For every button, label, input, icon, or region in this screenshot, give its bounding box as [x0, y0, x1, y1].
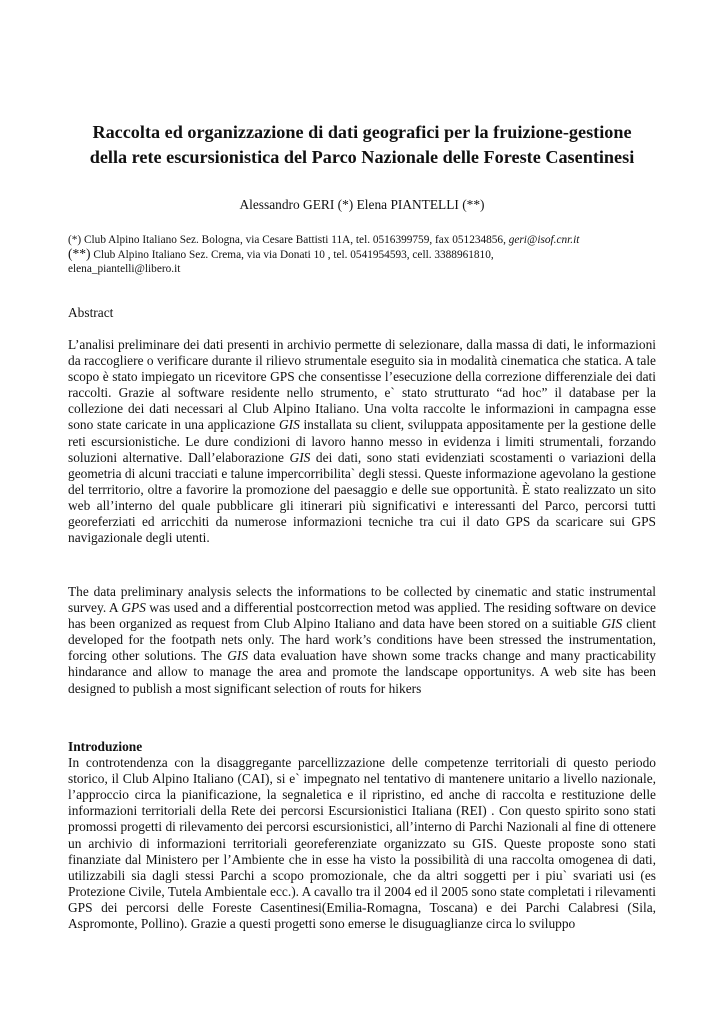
affiliation-2 [68, 247, 656, 262]
title-line-1: Raccolta ed organizzazione di dati geografici per la fruizione-gestione [92, 122, 632, 142]
abstract-english [68, 584, 656, 697]
abstract-en-gis-term: GIS [601, 616, 623, 632]
abstract-heading: Abstract [68, 305, 114, 320]
abstract-en-text-4: data evaluation have shown some tracks change and many practicability hindarance and allow to manage the area and promote the landscape opportunitys. A web site has been designed to publish a most significant selection of routs for hikers [68, 648, 656, 696]
abstract-en-gps-term: GPS [121, 600, 146, 616]
introduction-heading: Introduzione [68, 739, 143, 754]
abstract-it-text-1: L’analisi preliminare dei dati presenti in archivio permette di selezionare, dalla massa di dati, le informazioni da raccogliere o verificare durante il rilievo strumentale eseguito sia in modalità cinematica che statica. A tale scopo è stato impiegato un ricevitore GPS che consentisse l’esecuzione della correzione differenziale dei dati raccolti. Grazie al software residente nello strumento, e` stato strutturato “ad hoc” il database per la collezione dei dati necessari al Club Alpino Italiano. Una volta raccolte le informazioni in campagna esse sono state caricate in una applicazione [68, 337, 656, 433]
abstract-it-gis-term: GIS [289, 449, 311, 465]
affiliation-2-email[interactable]: elena_piantelli@libero.it [68, 263, 181, 275]
author-list: Alessandro GERI (*) Elena PIANTELLI (**) [239, 197, 485, 212]
title-line-2: della rete escursionistica del Parco Nazionale delle Foreste Casentinesi [89, 147, 635, 167]
abstract-en-text-3: client developed for the footpath nets only. The hard work’s conditions have been stressed the instrumentation, forcing other solutions. The [68, 616, 656, 664]
abstract-en-text-1: The data preliminary analysis selects the informations to be collected by cinematic and static instrumental survey. A [68, 584, 656, 616]
abstract-en-text-2: was used and a differential postcorrection metod was applied. The residing software on device has been organized as request from Club Alpino Italiano and data have been stored on a suitiable [68, 600, 656, 632]
affiliation-1-text: (*) Club Alpino Italiano Sez. Bologna, via Cesare Battisti 11A, tel. 0516399759, fax 051234856, [68, 234, 509, 246]
affiliations [68, 233, 656, 276]
affiliation-2-text: Club Alpino Italiano Sez. Crema, via via Donati 10 , tel. 0541954593, cell. 3388961810, [90, 249, 494, 261]
abstract-italian [68, 337, 656, 546]
affiliation-1 [68, 233, 656, 247]
affiliation-1-email[interactable]: geri@isof.cnr.it [508, 234, 580, 246]
abstract-en-gis-term: GIS [227, 648, 249, 664]
paper-title [68, 120, 656, 170]
introduction-section [68, 739, 656, 932]
introduction-text: In controtendenza con la disaggregante parcellizzazione delle competenze territoriali di questo periodo storico, il Club Alpino Italiano (CAI), si e` impegnato nel tentativo di mantenere unitario a livello nazionale, l’approccio circa la pianificazione, la segnaletica e il ripristino, ed anche di raccolta e restituzione delle informazioni territoriali della Rete dei percorsi Escursionistici Italiana (REI) . Con questo spirito sono stati promossi progetti di rilevamento dei percorsi escursionistici, all’interno di Parchi Nazionali al fine di ottenere un archivio di informazioni territoriali georeferenziate organizzato su GIS. Queste proposte sono stati finanziate dal Ministero per l’Ambiente che in esse ha visto la possibilità di una raccolta omogenea di dati, utilizzabili sia dagli stessi Parchi a scopo promozionale, che da altri soggetti per i piu` svariati usi (es Protezione Civile, Tutela Ambientale ecc.). A cavallo tra il 2004 ed il 2005 sono state completati i rilevamenti GPS dei percorsi delle Foreste Casentinesi(Emilia-Romagna, Toscana) e dei Parchi Calabresi (Sila, Aspromonte, Pollino). Grazie a questi progetti sono emerse le disuguaglianze circa lo sviluppo [68, 755, 656, 932]
abstract-it-text-3: dei dati, sono stati evidenziati scostamenti o variazioni della geometria di alcuni tracciati e talune impercorribilita` degli stessi. Queste informazione agevolano la gestione del terrritorio, oltre a favorire la promozione del paesaggio e delle sue opportunità. È stato realizzato un sito web all’interno del quale pubblicare gli itinerari più significativi e interessanti del Parco, percorsi tutti georeferziati ed arricchiti da numerose informazioni tecniche tra cui il dato GPS da scaricare sui GPS navigazionale degli utenti. [68, 449, 657, 546]
abstract-it-text-2: installata su client, sviluppata appositamente per la gestione delle reti escursionistiche. Le dure condizioni di lavoro hanno messo in evidenza i limiti strumentali, forzando soluzioni alternative. Dall’elaborazione [68, 417, 656, 465]
affiliation-2-marker: (**) [68, 246, 91, 261]
abstract-it-gis-term: GIS [278, 417, 300, 433]
